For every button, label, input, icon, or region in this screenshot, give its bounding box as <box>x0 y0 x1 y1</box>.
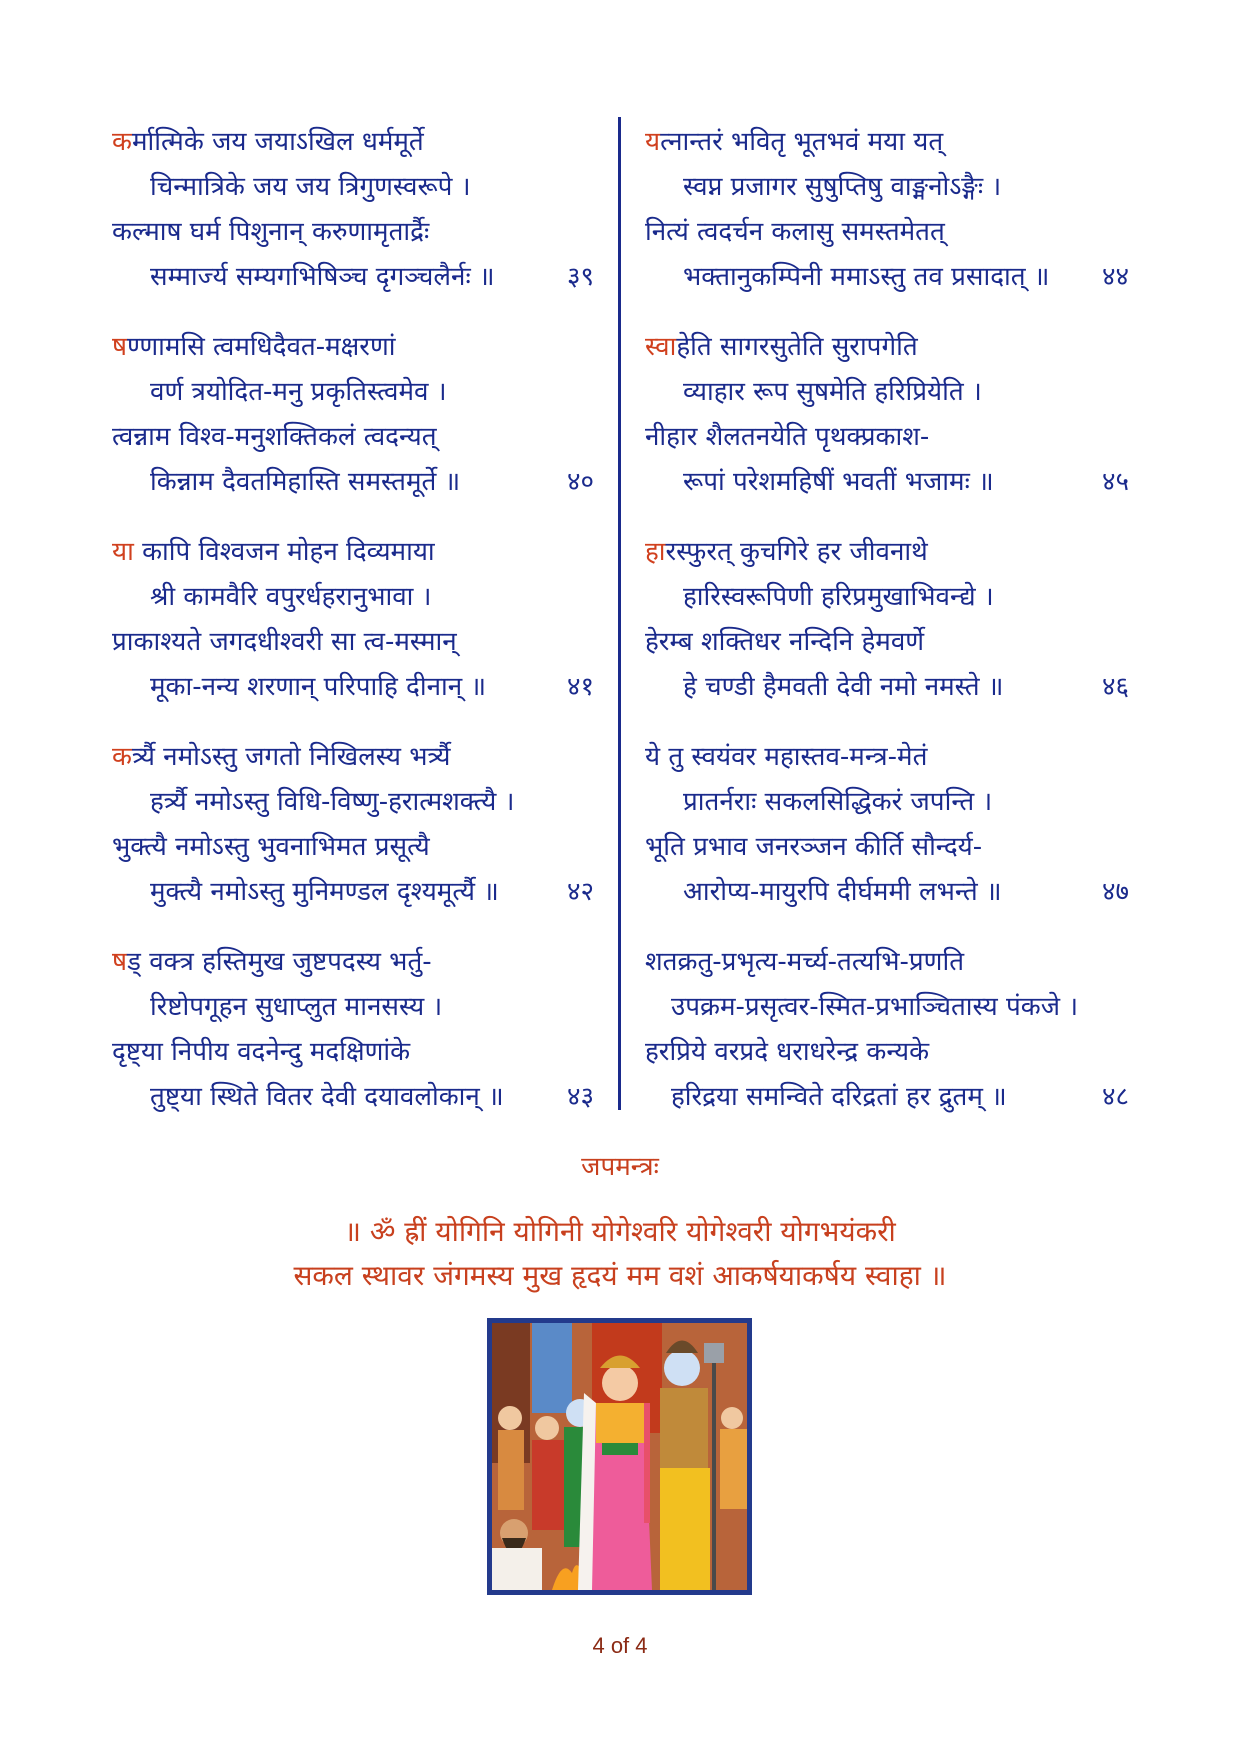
verse-number: ३९ <box>566 262 594 292</box>
verse-line: दृष्ट्या निपीय वदनेन्दु मदक्षिणांके <box>112 1037 411 1067</box>
verse-line: भक्तानुकम्पिनी ममाऽस्तु तव प्रसादात् ॥ <box>683 262 1050 292</box>
verse-line: मुक्त्यै नमोऽस्तु मुनिमण्डल दृश्यमूर्त्यै ॥ <box>150 877 499 907</box>
verse-line <box>645 122 943 162</box>
verse-line: हारिस्वरूपिणी हरिप्रमुखाभिवन्द्ये । <box>683 582 994 612</box>
stanza-44 <box>645 122 1129 327</box>
verse-initial: क <box>112 742 132 772</box>
verse-line: श्री कामवैरि वपुरर्धहरानुभावा । <box>150 582 432 612</box>
verse-line: स्वप्न प्रजागर सुषुप्तिषु वाङ्मनोऽङ्गैः । <box>683 172 1002 202</box>
verse-line: प्राकाश्यते जगदधीश्वरी सा त्व-मस्मान् <box>112 627 457 657</box>
verse-line <box>645 532 928 572</box>
stanza-39 <box>112 122 592 327</box>
devotional-illustration <box>487 1318 752 1595</box>
verse-text: ड् वक्त्र हस्तिमुख जुष्टपदस्य भर्तु- <box>127 947 432 977</box>
verse-initial: क <box>112 127 132 157</box>
verse-text: रस्फुरत् कुचगिरे हर जीवनाथे <box>665 537 928 567</box>
stanza-41 <box>112 532 592 737</box>
japa-mantra-heading: जपमन्त्रः <box>581 1152 659 1182</box>
verse-line: त्वन्नाम विश्व-मनुशक्तिकलं त्वदन्यत् <box>112 422 437 452</box>
verse-number: ४७ <box>1101 877 1129 907</box>
verse-line <box>112 327 395 367</box>
verse-initial: हा <box>645 537 666 567</box>
verse-number: ४४ <box>1101 262 1129 292</box>
right-verse-column <box>645 122 1129 1147</box>
verse-initial: य <box>645 127 661 157</box>
verse-line: हेरम्ब शक्तिधर नन्दिनि हेमवर्णे <box>645 627 925 657</box>
verse-line: चिन्मात्रिके जय जय त्रिगुणस्वरूपे । <box>150 172 471 202</box>
verse-line: हरिद्रया समन्विते दरिद्रतां हर द्रुतम् ॥ <box>671 1082 1007 1112</box>
left-verse-column <box>112 122 592 1147</box>
verse-line: तुष्ट्या स्थिते वितर देवी दयावलोकान् ॥ <box>150 1082 504 1112</box>
stanza-43 <box>112 942 592 1147</box>
verse-text: र्मात्मिके जय जयाऽखिल धर्ममूर्ते <box>131 127 424 157</box>
stanza-40 <box>112 327 592 532</box>
verse-line: सम्मार्ज्य सम्यगभिषिञ्च दृगञ्चलैर्नः ॥ <box>150 262 495 292</box>
verse-line: वर्ण त्रयोदित-मनु प्रकृतिस्त्वमेव । <box>150 377 447 407</box>
verse-number: ४५ <box>1101 467 1129 497</box>
verse-line: रिष्टोपगूहन सुधाप्लुत मानसस्य । <box>150 992 443 1022</box>
page-indicator: 4 of 4 <box>592 1633 648 1658</box>
stanza-45 <box>645 327 1129 532</box>
verse-line: भुक्त्यै नमोऽस्तु भुवनाभिमत प्रसूत्यै <box>112 832 430 862</box>
stanza-48 <box>645 942 1129 1147</box>
mantra-line-2: सकल स्थावर जंगमस्य मुख हृदयं मम वशं आकर्षयाकर्षय स्वाहा ॥ <box>293 1259 947 1292</box>
verse-line <box>112 122 424 162</box>
verse-text: ण्णामसि त्वमधिदैवत-मक्षरणां <box>127 332 396 362</box>
mantra-line-1: ॥ ॐ ह्रीं योगिनि योगिनी योगेश्वरि योगेश्वरी योगभयंकरी <box>344 1215 896 1248</box>
verse-number: ४६ <box>1101 672 1129 702</box>
stanza-46 <box>645 532 1129 737</box>
verse-number: ४१ <box>566 672 594 702</box>
verse-line <box>645 327 918 367</box>
verse-initial: स्वा <box>645 332 677 362</box>
verse-line: ये तु स्वयंवर महास्तव-मन्त्र-मेतं <box>645 742 928 772</box>
verse-number: ४० <box>566 467 594 497</box>
verse-line: भूति प्रभाव जनरञ्जन कीर्ति सौन्दर्य- <box>645 832 983 862</box>
verse-line: किन्नाम दैवतमिहास्ति समस्तमूर्ते ॥ <box>150 467 461 497</box>
verse-line <box>112 942 432 982</box>
verse-line: मूका-नन्य शरणान् परिपाहि दीनान् ॥ <box>150 672 487 702</box>
verse-line: हर्त्र्यै नमोऽस्तु विधि-विष्णु-हरात्मशक्त्यै । <box>150 787 515 817</box>
verse-text: र्त्र्यै नमोऽस्तु जगतो निखिलस्य भर्त्र्यै <box>131 742 451 772</box>
verse-text: त्नान्तरं भवितृ भूतभवं मया यत् <box>660 127 944 157</box>
verse-line: प्रातर्नराः सकलसिद्धिकरं जपन्ति । <box>683 787 993 817</box>
verse-line: नित्यं त्वदर्चन कलासु समस्तमेतत् <box>645 217 945 247</box>
verse-line: नीहार शैलतनयेति पृथक्प्रकाश- <box>645 422 930 452</box>
verse-initial: ष <box>112 947 128 977</box>
verse-line: रूपां परेशमहिषीं भवतीं भजामः ॥ <box>683 467 994 497</box>
verse-text: हेति सागरसुतेति सुरापगेति <box>676 332 918 362</box>
verse-line <box>112 532 435 572</box>
verse-line: कल्माष घर्म पिशुनान् करुणामृतार्द्रैः <box>112 217 430 247</box>
illustration-art <box>492 1323 747 1590</box>
verse-line: व्याहार रूप सुषमेति हरिप्रियेति । <box>683 377 982 407</box>
verse-line: हे चण्डी हैमवती देवी नमो नमस्ते ॥ <box>683 672 1004 702</box>
verse-number: ४२ <box>566 877 594 907</box>
verse-initial: या <box>112 537 134 567</box>
verse-initial: ष <box>112 332 128 362</box>
verse-text: कापि विश्वजन मोहन दिव्यमाया <box>133 537 435 567</box>
verse-line: हरप्रिये वरप्रदे धराधरेन्द्र कन्यके <box>645 1037 930 1067</box>
verse-line: उपक्रम-प्रसृत्वर-स्मित-प्रभाञ्चितास्य पंकजे । <box>671 992 1079 1022</box>
verse-number: ४८ <box>1101 1082 1129 1112</box>
stanza-47 <box>645 737 1129 942</box>
verse-number: ४३ <box>566 1082 594 1112</box>
verse-line: शतक्रतु-प्रभृत्य-मर्च्य-तत्यभि-प्रणति <box>645 947 965 977</box>
verse-line <box>112 737 450 777</box>
column-divider <box>618 117 621 1110</box>
stanza-42 <box>112 737 592 942</box>
verse-line: आरोप्य-मायुरपि दीर्घममी लभन्ते ॥ <box>683 877 1002 907</box>
